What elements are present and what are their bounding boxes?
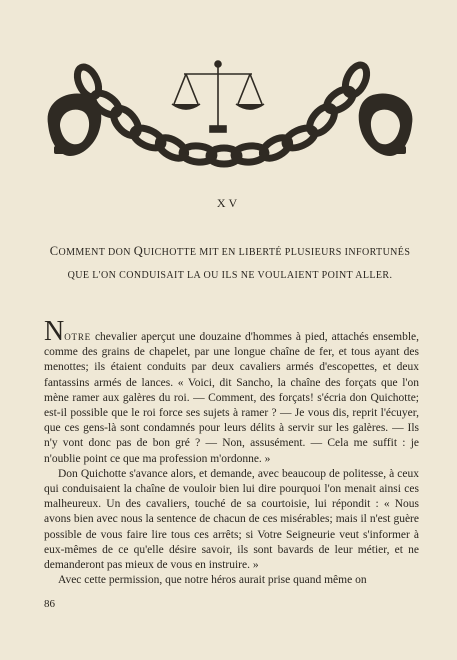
title-part-2: UICHOTTE MIT EN LIBERTÉ PLUSIEURS INFORTUNÉS xyxy=(143,247,411,258)
title-part-1: OMMENT DON xyxy=(58,247,134,258)
paragraph-2: Don Quichotte s'avance alors, et demande, avec beaucoup de politesse, à ceux qui conduisaient la chaîne de vouloir bien lui dire pourquoi l'on menait ainsi ces malheureux. Un des cavaliers, touché de sa courtoisie, lui répondit : « Nous avons bien avec nous la sentence de chacun de ces misérables; mais il n'est guère possible de vous faire lire tous ces arrêts; si Votre Seigneurie veut s'informer à eux-mêmes de ce qu'elle désire savoir, ils sont bavards de leur métier, et ne demanderont pas mieux de vous en instruire. » xyxy=(44,467,419,572)
paragraph-3: Avec cette permission, que notre héros aurait prise quand même on xyxy=(58,574,367,587)
chapter-title xyxy=(40,240,420,287)
page-number: 86 xyxy=(44,598,55,610)
paragraph-1 xyxy=(44,316,419,467)
chapter-body-text xyxy=(44,316,419,588)
paragraph-1-text: chevalier aperçut une douzaine d'hommes à pied, attachés ensemble, comme des grains de chapelet, par une longue chaîne de fer, et tous ayant des menottes; ils étaient conduits par deux cavaliers armés d'escopettes, et deux fantassins armés de lances. « Voici, dit Sancho, la chaîne des forçats que l'on mène ramer aux galères du roi. — Comment, des forçats! s'écria don Quichotte; est-il possible que le roi force ses sujets à ramer ? — Je vous dis, reprit l'écuyer, que ces gens-là sont condamnés pour leurs délits à servir sur les galères. — Ils n'y vont donc pas de bon gré ? — Non, assusément. — Cela me suffit : je n'oublie point ce que ma profession m'ordonne. » xyxy=(44,331,419,465)
drop-cap: N xyxy=(44,316,65,347)
chapter-title-line-2: QUE L'ON CONDUISAIT LA OU ILS NE VOULAIENT POINT ALLER. xyxy=(67,270,393,281)
title-cap-q: Q xyxy=(133,244,144,258)
title-cap-c: C xyxy=(49,244,59,258)
opening-small-caps: OTRE xyxy=(64,332,91,342)
chapter-number: XV xyxy=(216,196,241,210)
chains-and-scales-illustration xyxy=(40,52,420,182)
chapter-title-line-1 xyxy=(40,240,420,264)
